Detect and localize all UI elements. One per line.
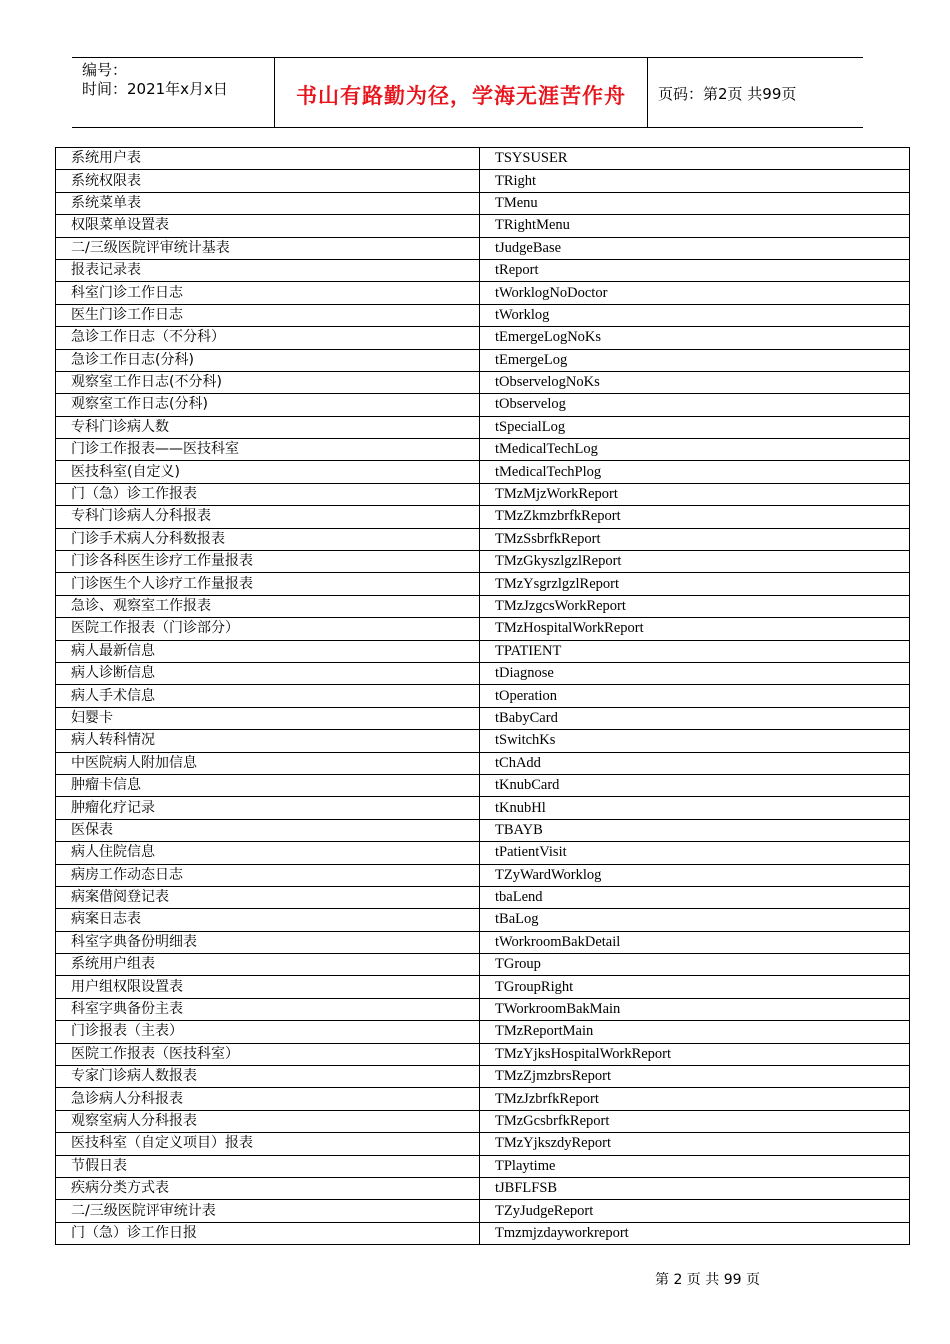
table-cell-table-id: TMzYsgrzlgzlReport xyxy=(480,573,910,595)
table-cell-table-id: tWorklogNoDoctor xyxy=(480,282,910,304)
table-row xyxy=(56,1133,910,1155)
table-cell-chinese-name: 中医院病人附加信息 xyxy=(56,752,480,774)
table-row xyxy=(56,1155,910,1177)
table-cell-chinese-name: 门诊报表（主表） xyxy=(56,1021,480,1043)
table-row xyxy=(56,439,910,461)
table-row xyxy=(56,349,910,371)
header-info-cell xyxy=(72,58,275,127)
table-row xyxy=(56,864,910,886)
table-cell-chinese-name: 门诊医生个人诊疗工作量报表 xyxy=(56,573,480,595)
table-row xyxy=(56,483,910,505)
table-row xyxy=(56,618,910,640)
table-cell-chinese-name: 用户组权限设置表 xyxy=(56,976,480,998)
header-motto-cell xyxy=(275,58,648,127)
table-row xyxy=(56,1021,910,1043)
table-cell-chinese-name: 二/三级医院评审统计表 xyxy=(56,1200,480,1222)
table-cell-table-id: TPATIENT xyxy=(480,640,910,662)
table-row xyxy=(56,797,910,819)
table-row xyxy=(56,998,910,1020)
document-number-label: 编号： xyxy=(82,61,128,79)
table-cell-table-id: tJBFLFSB xyxy=(480,1177,910,1199)
table-cell-chinese-name: 系统用户表 xyxy=(56,148,480,170)
header-page-info: 页码：第2页 共99页 xyxy=(658,85,797,103)
table-cell-table-id: tMedicalTechPlog xyxy=(480,461,910,483)
table-cell-chinese-name: 科室字典备份明细表 xyxy=(56,931,480,953)
table-cell-table-id: tWorkroomBakDetail xyxy=(480,931,910,953)
table-row xyxy=(56,707,910,729)
table-cell-table-id: TMzYjksHospitalWorkReport xyxy=(480,1043,910,1065)
table-cell-chinese-name: 肿瘤化疗记录 xyxy=(56,797,480,819)
table-cell-chinese-name: 节假日表 xyxy=(56,1155,480,1177)
table-cell-table-id: TRightMenu xyxy=(480,215,910,237)
table-cell-table-id: Tmzmjzdayworkreport xyxy=(480,1222,910,1244)
table-cell-table-id: tKnubCard xyxy=(480,774,910,796)
table-row xyxy=(56,461,910,483)
table-row xyxy=(56,394,910,416)
table-cell-table-id: TBAYB xyxy=(480,819,910,841)
table-cell-table-id: tEmergeLogNoKs xyxy=(480,327,910,349)
table-cell-table-id: tChAdd xyxy=(480,752,910,774)
table-row xyxy=(56,371,910,393)
header-motto: 书山有路勤为径，学海无涯苦作舟 xyxy=(296,84,626,108)
table-cell-chinese-name: 病人住院信息 xyxy=(56,842,480,864)
table-cell-chinese-name: 急诊、观察室工作报表 xyxy=(56,595,480,617)
table-cell-chinese-name: 专科门诊病人分科报表 xyxy=(56,506,480,528)
table-cell-chinese-name: 急诊病人分科报表 xyxy=(56,1088,480,1110)
table-row xyxy=(56,528,910,550)
table-cell-chinese-name: 科室字典备份主表 xyxy=(56,998,480,1020)
table-cell-table-id: TMzJzgcsWorkReport xyxy=(480,595,910,617)
table-row xyxy=(56,304,910,326)
table-cell-table-id: tBaLog xyxy=(480,909,910,931)
table-cell-table-id: TZyWardWorklog xyxy=(480,864,910,886)
table-row xyxy=(56,506,910,528)
table-cell-chinese-name: 观察室病人分科报表 xyxy=(56,1110,480,1132)
table-cell-table-id: tWorklog xyxy=(480,304,910,326)
table-cell-chinese-name: 病人手术信息 xyxy=(56,685,480,707)
table-cell-table-id: TZyJudgeReport xyxy=(480,1200,910,1222)
table-cell-table-id: TMzGcsbrfkReport xyxy=(480,1110,910,1132)
table-cell-table-id: TMzZjmzbrsReport xyxy=(480,1066,910,1088)
table-cell-chinese-name: 系统菜单表 xyxy=(56,192,480,214)
table-row xyxy=(56,148,910,170)
table-cell-chinese-name: 系统权限表 xyxy=(56,170,480,192)
document-time-label: 时间：2021年x月x日 xyxy=(82,80,228,98)
table-cell-chinese-name: 报表记录表 xyxy=(56,259,480,281)
table-name-mapping xyxy=(55,147,910,1245)
table-cell-chinese-name: 观察室工作日志(不分科) xyxy=(56,371,480,393)
table-cell-table-id: TMenu xyxy=(480,192,910,214)
table-cell-chinese-name: 病房工作动态日志 xyxy=(56,864,480,886)
table-cell-chinese-name: 病人转科情况 xyxy=(56,730,480,752)
table-cell-table-id: tMedicalTechLog xyxy=(480,439,910,461)
table-row xyxy=(56,774,910,796)
table-cell-table-id: tObservelogNoKs xyxy=(480,371,910,393)
table-cell-chinese-name: 门诊工作报表——医技科室 xyxy=(56,439,480,461)
table-cell-chinese-name: 病人最新信息 xyxy=(56,640,480,662)
table-cell-chinese-name: 医技科室（自定义项目）报表 xyxy=(56,1133,480,1155)
table-row xyxy=(56,752,910,774)
table-row xyxy=(56,819,910,841)
table-cell-table-id: TMzSsbrfkReport xyxy=(480,528,910,550)
table-cell-chinese-name: 病案日志表 xyxy=(56,909,480,931)
table-cell-chinese-name: 医技科室(自定义) xyxy=(56,461,480,483)
table-cell-chinese-name: 观察室工作日志(分科) xyxy=(56,394,480,416)
table-cell-table-id: tPatientVisit xyxy=(480,842,910,864)
table-cell-chinese-name: 急诊工作日志(分科) xyxy=(56,349,480,371)
table-cell-table-id: tObservelog xyxy=(480,394,910,416)
table-row xyxy=(56,662,910,684)
table-row xyxy=(56,886,910,908)
table-cell-chinese-name: 医生门诊工作日志 xyxy=(56,304,480,326)
table-row xyxy=(56,416,910,438)
table-body xyxy=(56,148,910,1245)
table-cell-table-id: TGroupRight xyxy=(480,976,910,998)
table-cell-chinese-name: 专科门诊病人数 xyxy=(56,416,480,438)
table-cell-chinese-name: 专家门诊病人数报表 xyxy=(56,1066,480,1088)
table-row xyxy=(56,842,910,864)
table-row xyxy=(56,1177,910,1199)
table-row xyxy=(56,282,910,304)
table-cell-table-id: TMzReportMain xyxy=(480,1021,910,1043)
table-cell-table-id: tDiagnose xyxy=(480,662,910,684)
table-row xyxy=(56,573,910,595)
table-cell-chinese-name: 疾病分类方式表 xyxy=(56,1177,480,1199)
header-page-cell xyxy=(648,58,863,127)
table-cell-table-id: TSYSUSER xyxy=(480,148,910,170)
table-cell-chinese-name: 医院工作报表（门诊部分） xyxy=(56,618,480,640)
table-cell-chinese-name: 医院工作报表（医技科室） xyxy=(56,1043,480,1065)
table-cell-chinese-name: 系统用户组表 xyxy=(56,954,480,976)
table-cell-table-id: tSwitchKs xyxy=(480,730,910,752)
table-row xyxy=(56,1043,910,1065)
table-cell-chinese-name: 门（急）诊工作报表 xyxy=(56,483,480,505)
table-cell-chinese-name: 权限菜单设置表 xyxy=(56,215,480,237)
page-footer: 第 2 页 共 99 页 xyxy=(655,1272,760,1288)
table-row xyxy=(56,976,910,998)
table-cell-chinese-name: 门诊各科医生诊疗工作量报表 xyxy=(56,551,480,573)
table-row xyxy=(56,170,910,192)
table-cell-table-id: tKnubHl xyxy=(480,797,910,819)
table-row xyxy=(56,730,910,752)
table-cell-table-id: TMzZkmzbrfkReport xyxy=(480,506,910,528)
table-cell-table-id: TMzHospitalWorkReport xyxy=(480,618,910,640)
table-cell-table-id: tbaLend xyxy=(480,886,910,908)
table-row xyxy=(56,640,910,662)
table-cell-table-id: TGroup xyxy=(480,954,910,976)
table-row xyxy=(56,551,910,573)
table-row xyxy=(56,215,910,237)
table-cell-table-id: tBabyCard xyxy=(480,707,910,729)
table-cell-table-id: tSpecialLog xyxy=(480,416,910,438)
table-row xyxy=(56,259,910,281)
table-cell-table-id: TMzYjkszdyReport xyxy=(480,1133,910,1155)
table-cell-table-id: TWorkroomBakMain xyxy=(480,998,910,1020)
table-cell-table-id: TMzGkyszlgzlReport xyxy=(480,551,910,573)
table-row xyxy=(56,1200,910,1222)
table-row xyxy=(56,192,910,214)
page-header xyxy=(72,57,863,128)
table-row xyxy=(56,1110,910,1132)
table-cell-chinese-name: 门诊手术病人分科数报表 xyxy=(56,528,480,550)
table-cell-table-id: TMzMjzWorkReport xyxy=(480,483,910,505)
table-cell-chinese-name: 科室门诊工作日志 xyxy=(56,282,480,304)
table-row xyxy=(56,1222,910,1244)
table-row xyxy=(56,595,910,617)
table-cell-table-id: TRight xyxy=(480,170,910,192)
table-cell-table-id: tJudgeBase xyxy=(480,237,910,259)
table-cell-chinese-name: 病案借阅登记表 xyxy=(56,886,480,908)
table-row xyxy=(56,931,910,953)
table-row xyxy=(56,327,910,349)
table-cell-chinese-name: 病人诊断信息 xyxy=(56,662,480,684)
table-row xyxy=(56,1088,910,1110)
table-row xyxy=(56,685,910,707)
table-row xyxy=(56,954,910,976)
table-cell-chinese-name: 二/三级医院评审统计基表 xyxy=(56,237,480,259)
table-cell-chinese-name: 门（急）诊工作日报 xyxy=(56,1222,480,1244)
table-cell-table-id: tOperation xyxy=(480,685,910,707)
table-cell-chinese-name: 急诊工作日志（不分科） xyxy=(56,327,480,349)
table-cell-chinese-name: 医保表 xyxy=(56,819,480,841)
table-cell-chinese-name: 肿瘤卡信息 xyxy=(56,774,480,796)
table-cell-table-id: tEmergeLog xyxy=(480,349,910,371)
table-row xyxy=(56,1066,910,1088)
table-cell-table-id: TPlaytime xyxy=(480,1155,910,1177)
table-row xyxy=(56,237,910,259)
table-cell-chinese-name: 妇婴卡 xyxy=(56,707,480,729)
table-row xyxy=(56,909,910,931)
table-cell-table-id: TMzJzbrfkReport xyxy=(480,1088,910,1110)
table-cell-table-id: tReport xyxy=(480,259,910,281)
